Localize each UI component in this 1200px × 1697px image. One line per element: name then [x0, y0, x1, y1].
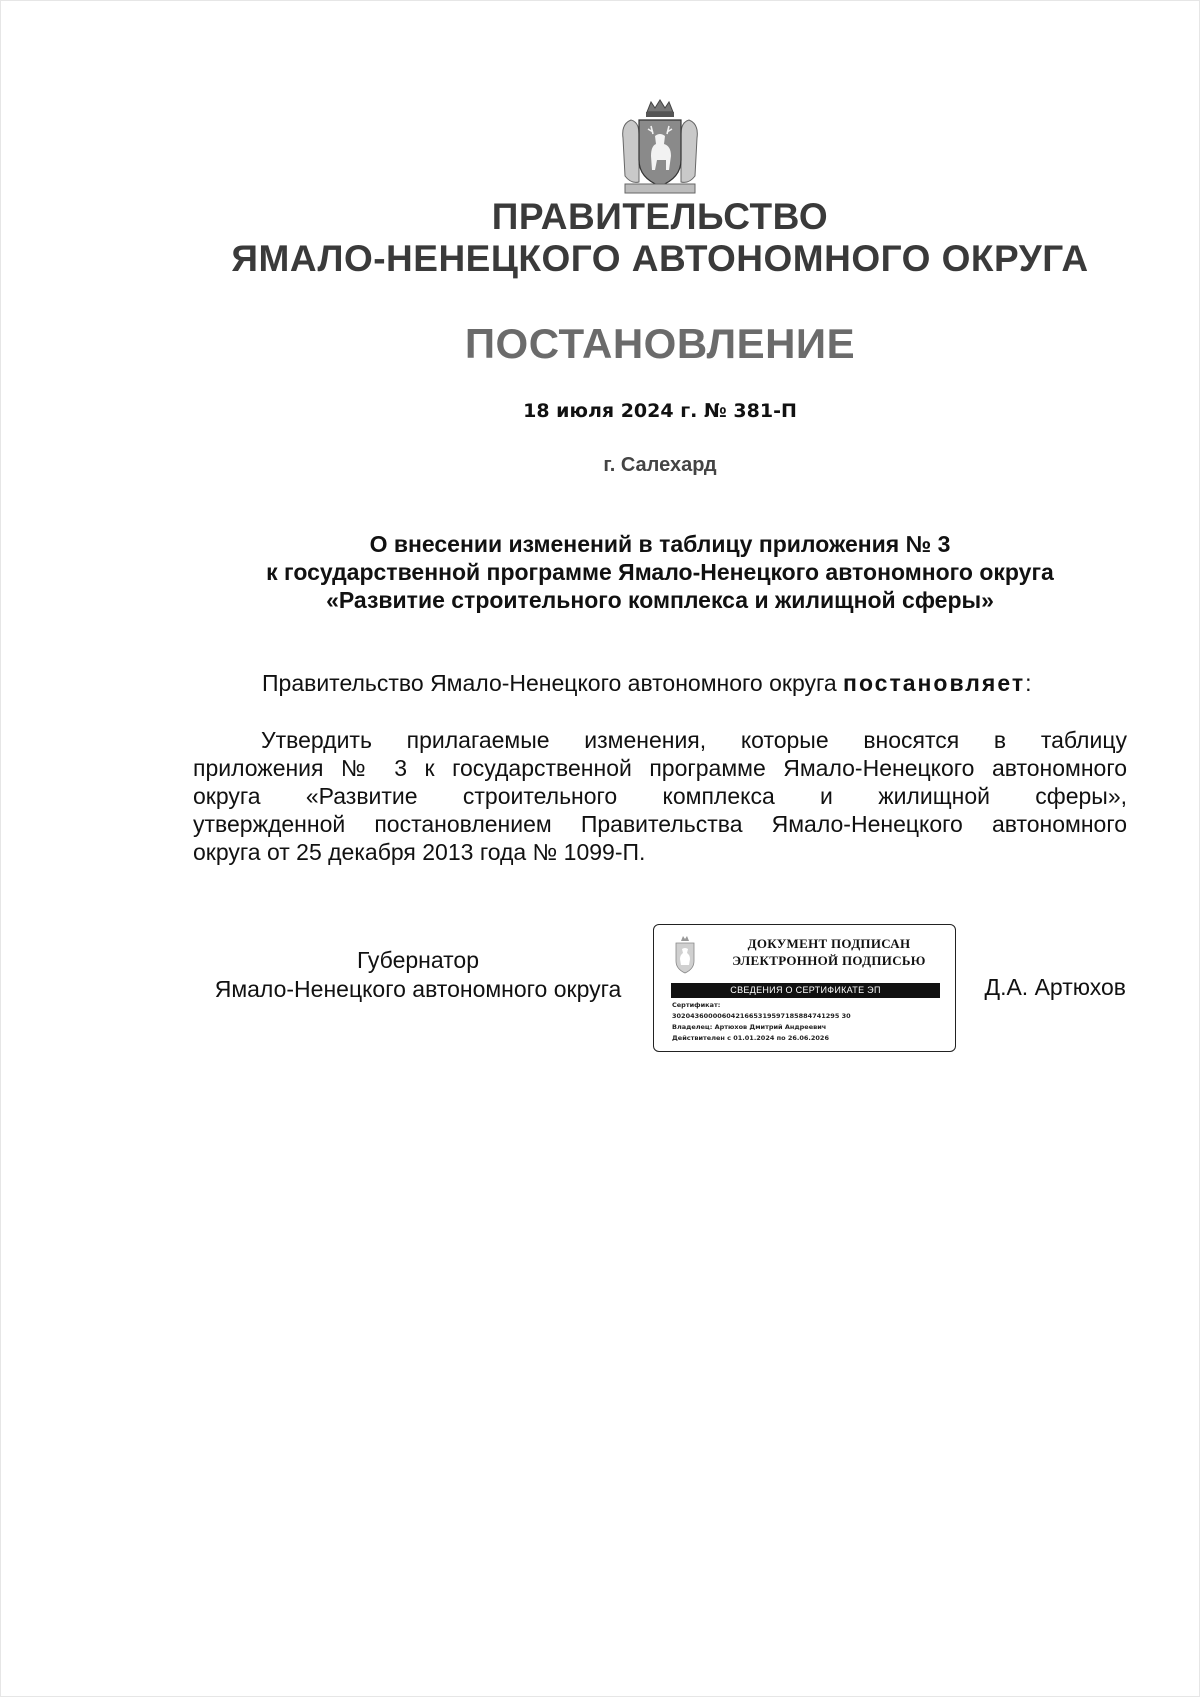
date-and-number: 18 июля 2024 г. № 381-П	[523, 400, 797, 422]
position-line: Губернатор	[356, 947, 480, 973]
subject-line: «Развитие строительного комплекса и жилищной сферы»	[326, 587, 994, 613]
body-line: утвержденной постановлением Правительства Ямало-Ненецкого автономного	[193, 811, 1127, 837]
coat-of-arms-emblem	[617, 98, 703, 196]
document-type: ПОСТАНОВЛЕНИЕ	[464, 320, 856, 367]
electronic-signature-stamp	[653, 924, 956, 1052]
subject-line: О внесении изменений в таблицу приложения № 3	[369, 531, 951, 557]
certificate-details	[672, 1000, 851, 1044]
signatory-name: Д.А. Артюхов	[984, 974, 1126, 1000]
resolution-body	[193, 726, 1127, 866]
subject-line: к государственной программе Ямало-Ненецкого автономного округа	[266, 559, 1054, 585]
issuer-title-line2: ЯМАЛО-НЕНЕЦКОГО АВТОНОМНОГО ОКРУГА	[231, 238, 1089, 279]
preamble-tail: :	[1025, 670, 1032, 696]
position-line: Ямало-Ненецкого автономного округа	[214, 976, 622, 1002]
preamble	[262, 670, 1031, 697]
preamble-text: Правительство Ямало-Ненецкого автономного округа	[262, 670, 844, 696]
city: г. Салехард	[603, 454, 717, 476]
body-line: округа «Развитие строительного комплекса и жилищной сферы»,	[193, 783, 1127, 809]
body-line: приложения № 3 к государственной программе Ямало-Ненецкого автономного	[193, 755, 1127, 781]
document-subject	[195, 530, 1125, 614]
certificate-info-bar: СВЕДЕНИЯ О СЕРТИФИКАТЕ ЭП	[671, 983, 940, 998]
body-line: Утвердить прилагаемые изменения, которые вносятся в таблицу	[261, 727, 1127, 753]
stamp-title	[714, 935, 944, 969]
certificate-owner: Владелец: Артюхов Дмитрий Андреевич	[672, 1023, 827, 1031]
body-line: округа от 25 декабря 2013 года № 1099-П.	[193, 839, 646, 865]
coat-of-arms-icon	[672, 935, 698, 975]
stamp-title-line: ДОКУМЕНТ ПОДПИСАН	[747, 936, 911, 951]
issuer-title-line1: ПРАВИТЕЛЬСТВО	[491, 196, 829, 237]
stamp-title-line: ЭЛЕКТРОННОЙ ПОДПИСЬЮ	[732, 953, 926, 968]
certificate-label: Сертификат:	[672, 1001, 721, 1009]
certificate-validity: Действителен с 01.01.2024 по 26.06.2026	[672, 1034, 829, 1042]
certificate-number: 3020436000060421665319597185884741295 30	[672, 1012, 851, 1020]
signatory-position	[193, 946, 643, 1004]
preamble-emphasis: постановляет	[843, 670, 1026, 696]
